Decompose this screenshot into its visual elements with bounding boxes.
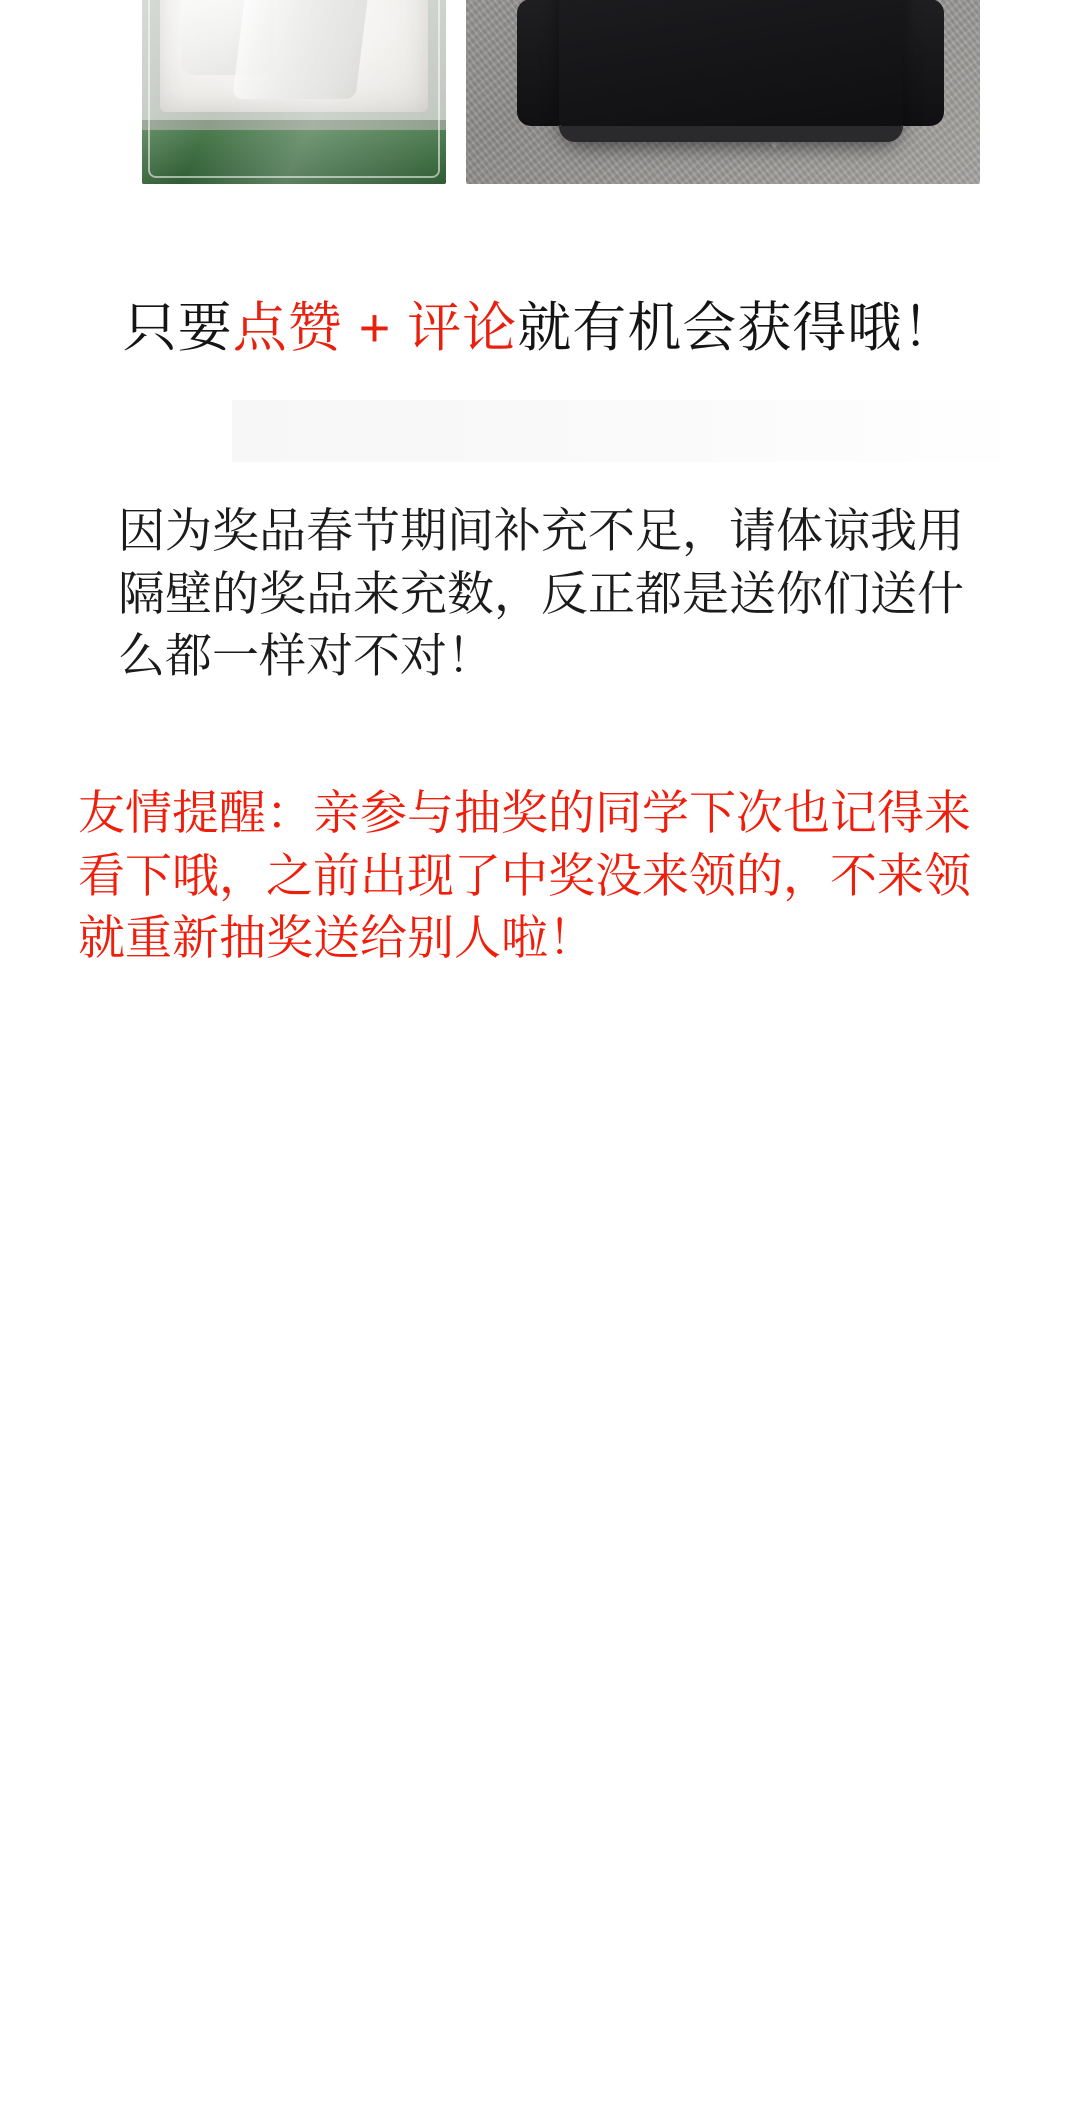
headline-accent-comment: 评论: [407, 298, 518, 358]
photo-strip-mask: [0, 184, 1080, 206]
headline-suffix: 就有机会获得哦！: [517, 298, 958, 358]
headline-prefix: 只要: [122, 298, 233, 358]
photo-strip: [0, 0, 1080, 200]
headline-plus: +: [342, 298, 408, 358]
black-garment: [559, 0, 903, 142]
packet-edge: [148, 0, 440, 178]
warning-paragraph: 友情提醒：亲参与抽奖的同学下次也记得来看下哦，之前出现了中奖没来领的，不来领就重新抽奖送给别人啦！: [78, 786, 971, 964]
headline-accent-like: 点赞: [232, 298, 343, 358]
garment-hem: [559, 126, 903, 142]
product-photo-right[interactable]: [466, 0, 980, 184]
note-paragraph: 因为奖品春节期间补充不足，请体谅我用隔壁的奖品来充数，反正都是送你们送什么都一样对不对！: [118, 504, 964, 682]
background-band: [232, 400, 1032, 462]
headline: [0, 296, 1080, 361]
product-photo-left[interactable]: [142, 0, 446, 184]
